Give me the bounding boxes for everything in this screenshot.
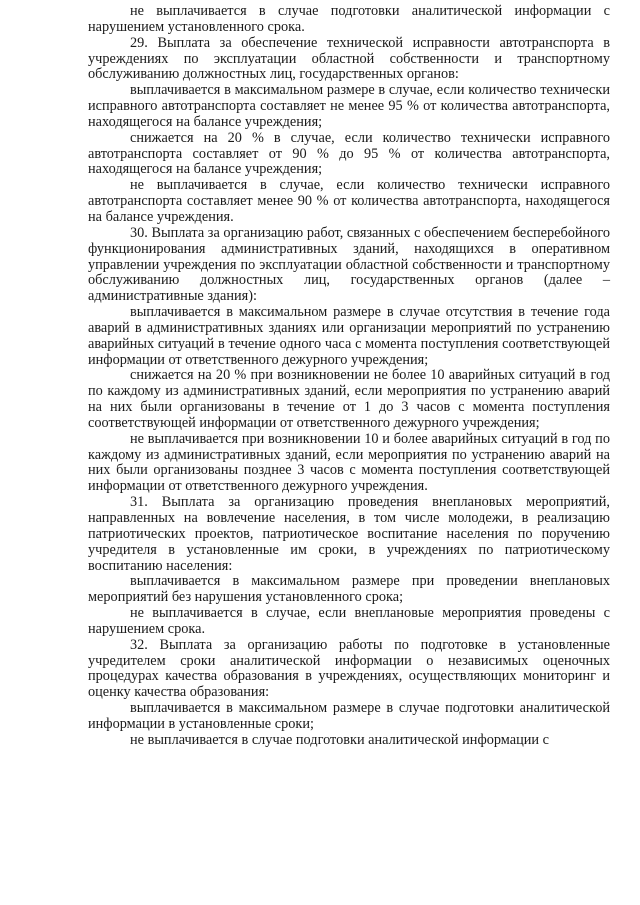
paragraph-item-30-reduced: снижается на 20 % при возникновении не более 10 аварийных ситуаций в год по каждому из административных зданий, если мероприятия по устранению аварий на них были организованы в течение от 1 до 3 часов с момента поступления соответствующей информации от ответственного дежурного учреждения;: [88, 367, 610, 431]
paragraph-item-32-max: выплачивается в максимальном размере в случае подготовки аналитической информации в установленные сроки;: [88, 700, 610, 732]
paragraph-item-29-reduced: снижается на 20 % в случае, если количество технически исправного автотранспорта составляет от 90 % до 95 % от количества автотранспорта, находящегося на балансе учреждения;: [88, 129, 610, 178]
paragraph-item-31-heading: 31. Выплата за организацию проведения внеплановых мероприятий, направленных на вовлечение населения, в том числе молодежи, в реализацию патриотических проектов, патриотическое воспитание населения по поручению учредителя в установленные им сроки, в учреждениях по патриотическому воспитанию населения:: [88, 494, 610, 574]
paragraph-item-29-none: не выплачивается в случае, если количество технически исправного автотранспорта составляет менее 90 % от количества автотранспорта, находящегося на балансе учреждения.: [88, 177, 610, 225]
paragraph-item-31-max: выплачивается в максимальном размере при проведении внеплановых мероприятий без нарушения установленного срока;: [88, 573, 610, 606]
paragraph-item-29-max: выплачивается в максимальном размере в случае, если количество технически исправного автотранспорта составляет не менее 95 % от количества автотранспорта, находящегося на балансе учреждения;: [88, 82, 610, 130]
paragraph-item-32-heading: 32. Выплата за организацию работы по подготовке в установленные учредителем сроки аналитической информации о независимых оценочных процедурах качества образования в учреждениях, осуществляющих мониторинг и оценку качества образования:: [88, 636, 610, 701]
paragraph-item-30-none: не выплачивается при возникновении 10 и более аварийных ситуаций в год по каждому из административных зданий, если мероприятия по устранению аварий на них были организованы позднее 3 часов с момента поступления соответствующей информации от ответственного дежурного учреждения.: [88, 430, 610, 495]
paragraph-continuation-previous: не выплачивается в случае подготовки аналитической информации с нарушением установленного срока.: [88, 3, 610, 35]
paragraph-item-30-max: выплачивается в максимальном размере в случае отсутствия в течение года аварий в административных зданиях или организации мероприятий по устранению аварийных ситуаций в течение одного часа с момента поступления соответствующей информации от ответственного дежурного учреждения;: [88, 304, 610, 368]
paragraph-item-29-heading: 29. Выплата за обеспечение технической исправности автотранспорта в учреждениях по эксплуатации областной собственности и транспортному обслуживанию должностных лиц, государственных органов:: [88, 34, 610, 83]
paragraph-item-32-none: не выплачивается в случае подготовки аналитической информации с: [130, 731, 549, 748]
paragraph-item-31-none: не выплачивается в случае, если внеплановые мероприятия проведены с нарушением срока.: [88, 605, 610, 637]
paragraph-item-30-heading: 30. Выплата за организацию работ, связанных с обеспечением бесперебойного функционирования административных зданий, находящихся в оперативном управлении учреждения по эксплуатации областной собственности и транспортному обслуживанию должностных лиц, государственных органов (далее – административные здания):: [88, 224, 610, 305]
